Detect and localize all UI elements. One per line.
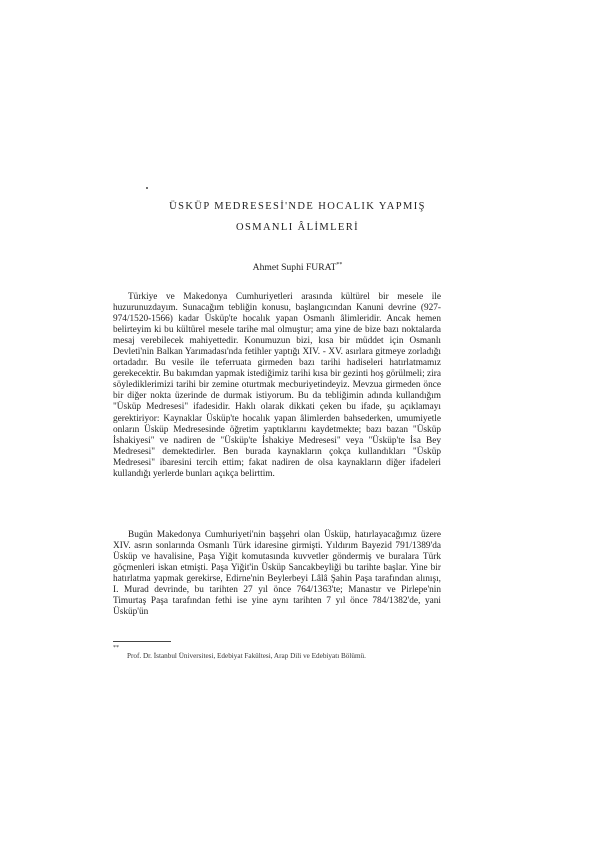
stray-mark (146, 187, 148, 189)
footnote-mark: ** (113, 645, 119, 651)
body-paragraph-1: Türkiye ve Makedonya Cumhuriyetleri arasında kültürel bir mesele ile huzurunuzdayım. Sunacağım tebliğin konusu, başlangıcından Kanuni devrine (927-974/1520-1566) kadar Üsküp'te hocalık yapan Osmanlı âlimleridir. Ancak hemen belirteyim ki bu kültürel mesele tarihe mal olmuştur; ama yine de bize bazı noktalarda mesaj verebilecek mahiyettedir. Konumuzun bizi, kısa bir müddet için Osmanlı Devleti'nin Balkan Yarımadası'nda fetihler yaptığı XIV. - XV. asırlara gitmeye zorladığı ortadadır. Bu vesile ile teferruata girmeden bazı tarihi hadiseleri hatırlatmamız gerekecektir. Bu bakımdan yapmak istediğimiz tarihi kısa bir gezinti hoş görülmeli; zira söylediklerimizi tarihi bir zemine oturtmak mecburiyetindeyiz. Mevzua girmeden önce bir diğer nokta üzerinde de durmak istiyorum. Bu da tebliğimin adında kullandığım "Üsküp Medresesi" ifadesidir. Haklı olarak dikkati çeken bu ifade, şu açıklamayı gerektiriyor: Kaynaklar Üsküp'te hocalık yapan âlimlerden bahsederken, umumiyetle onların Üsküp Medresesinde öğretim yaptıklarını kaydetmekte; bazı bazan "Üsküp İshakiyesi" ve nadiren de "Üsküp'te İshakiye Medresesi" veya "Üsküp'te İsa Bey Medresesi" demektedirler. Ben burada kaynakların çokça kullandıkları "Üsküp Medresesi" ibaresini tercih ettim; fakat nadiren de olsa kaynakların diğer ifadeleri kullandığı yerlerde bunları açıkça belirttim. (113, 292, 441, 479)
footnote-divider (113, 641, 171, 642)
article-title-line1: ÜSKÜP MEDRESESİ'NDE HOCALIK YAPMIŞ (169, 201, 426, 212)
author-footnote-mark: ** (336, 262, 343, 268)
article-title-line2: OSMANLI ÂLİMLERİ (235, 222, 360, 233)
body-paragraph-1-block (113, 292, 441, 480)
body-paragraph-2: Bugün Makedonya Cumhuriyeti'nin başşehri olan Üsküp, hatırlayacağımız üzere XIV. asrın sonlarında Osmanlı Türk idaresine girmişti. Yıldırım Bayezid 791/1389'da Üsküp ve havalisine, Paşa Yiğit komutasında kuvvetler göndermiş ve buralara Türk göçmenleri iskan etmişti. Paşa Yiğit'in Üsküp Sancakbeyliği bu tarihte başlar. Yine bir hatırlatma yapmak gerekirse, Edirne'nin Beylerbeyi Lâlâ Şahin Paşa tarafından alınışı, I. Murad devrinde, bu tarihten 27 yıl önce 764/1363'te; Manastır ve Pirlepe'nin Timurtaş Paşa tarafından fethi ise yine aynı tarihten 7 yıl önce 784/1382'de, yani Üsküp'ün (113, 530, 441, 618)
author-text: Ahmet Suphi FURAT (252, 262, 337, 273)
author-name (0, 262, 595, 273)
footnote-text: Prof. Dr. İstanbul Üniversitesi, Edebiyat Fakültesi, Arap Dili ve Edebiyatı Bölümü. (127, 652, 366, 660)
body-paragraph-2-block (113, 530, 441, 618)
